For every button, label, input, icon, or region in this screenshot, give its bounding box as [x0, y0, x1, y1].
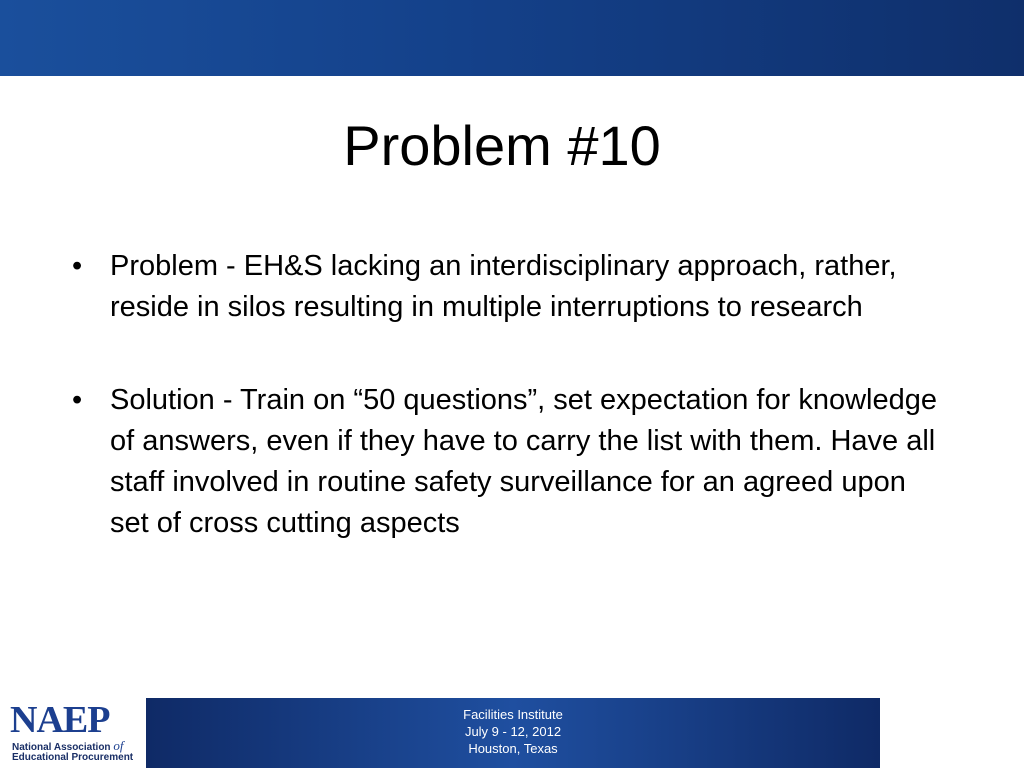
footer-banner: [146, 698, 880, 768]
bullet-item-solution: [70, 380, 950, 544]
logo-line-2: Educational Procurement: [12, 752, 134, 763]
naep-logo: [0, 698, 146, 768]
bullet-marker: •: [72, 250, 83, 282]
footer-dates: July 9 - 12, 2012: [464, 724, 562, 739]
bullet-list: [70, 246, 950, 544]
logo-of: of: [113, 738, 124, 753]
bullet-text: Problem - EH&S lacking an interdisciplinary approach, rather, reside in silos resulting in multiple interruptions to research: [110, 250, 897, 323]
logo-mark: NAEP: [10, 699, 110, 741]
footer-location: Houston, Texas: [468, 741, 558, 756]
bullet-marker: •: [72, 384, 83, 416]
footer-event: Facilities Institute: [463, 707, 563, 722]
logo-line-1-text: National Association: [12, 742, 111, 753]
slide-title: Problem #10: [343, 114, 661, 177]
top-banner: [0, 0, 1024, 76]
bullet-text: Solution - Train on “50 questions”, set expectation for knowledge of answers, even if they have to carry the list with them. Have all staff involved in routine safety surveillance for an agreed upon set of cross cutting aspects: [110, 384, 937, 539]
bullet-item-problem: [70, 246, 950, 328]
